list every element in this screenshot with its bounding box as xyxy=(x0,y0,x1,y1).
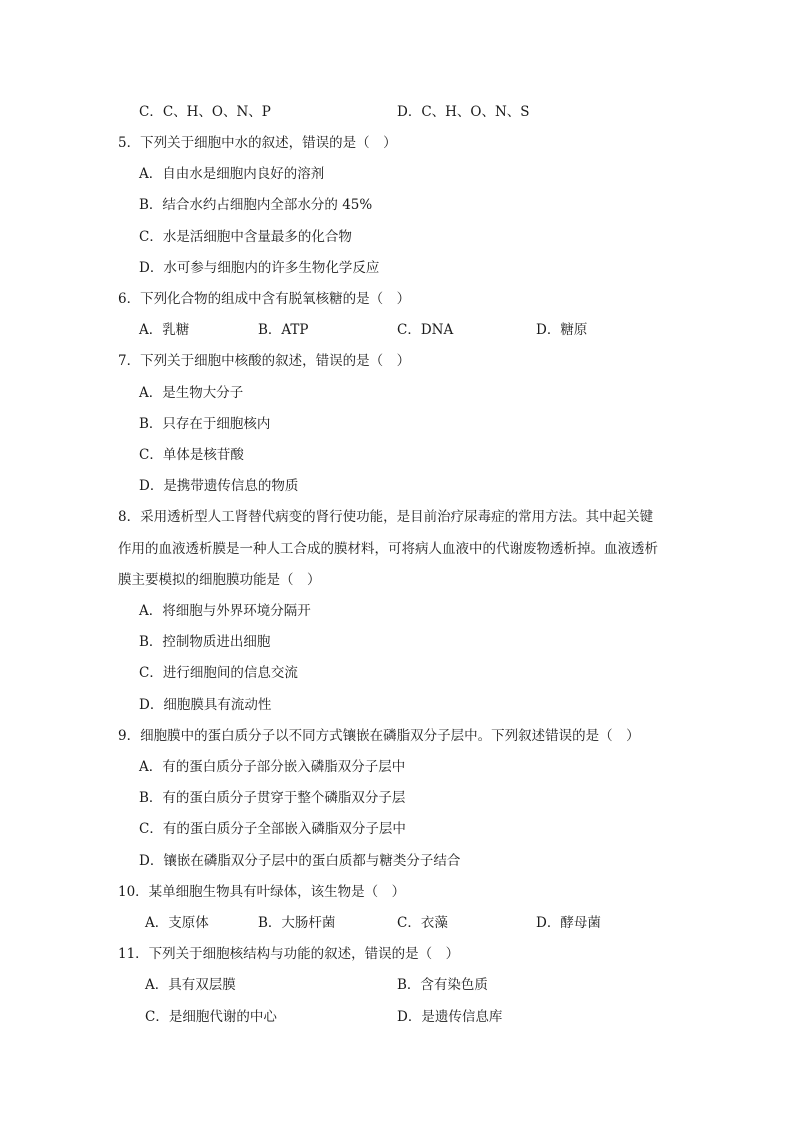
q10-option-b: B．大肠杆菌 xyxy=(258,915,336,931)
q11-option-b: B．含有染色质 xyxy=(397,977,488,993)
q9-stem: 9．细胞膜中的蛋白质分子以不同方式镶嵌在磷脂双分子层中。下列叙述错误的是（ ） xyxy=(118,728,640,744)
q11-option-d: D．是遗传信息库 xyxy=(397,1009,503,1025)
q5-option-b: B．结合水约占细胞内全部水分的 45% xyxy=(139,197,373,213)
q7-option-d: D．是携带遗传信息的物质 xyxy=(139,478,299,494)
q6-stem: 6．下列化合物的组成中含有脱氧核糖的是（ ） xyxy=(118,291,411,307)
q7-option-b: B．只存在于细胞核内 xyxy=(139,416,271,432)
q10-option-d: D．酵母菌 xyxy=(536,915,601,931)
q11-option-c: C．是细胞代谢的中心 xyxy=(145,1009,277,1025)
q7-option-a: A．是生物大分子 xyxy=(139,385,244,401)
q9-option-d: D．镶嵌在磷脂双分子层中的蛋白质都与糖类分子结合 xyxy=(139,853,461,869)
q6-option-d: D．糖原 xyxy=(536,322,588,338)
q8-option-d: D．细胞膜具有流动性 xyxy=(139,697,272,713)
q11-option-a: A．具有双层膜 xyxy=(145,977,236,993)
q10-option-c: C．衣藻 xyxy=(397,915,448,931)
q6-option-b: B．ATP xyxy=(258,322,309,338)
q6-option-a: A．乳糖 xyxy=(139,322,190,338)
q10-stem: 10．某单细胞生物具有叶绿体，该生物是（ ） xyxy=(118,884,406,900)
q8-option-b: B．控制物质进出细胞 xyxy=(139,634,271,650)
q9-option-b: B．有的蛋白质分子贯穿于整个磷脂双分子层 xyxy=(139,790,406,806)
q8-option-c: C．进行细胞间的信息交流 xyxy=(139,665,298,681)
q8-stem-line-2: 作用的血液透析膜是一种人工合成的膜材料，可将病人血液中的代谢废物透析掉。血液透析 xyxy=(118,541,658,557)
q8-stem-line-1: 8．采用透析型人工肾替代病变的肾行使功能，是目前治疗尿毒症的常用方法。其中起关键 xyxy=(118,509,654,525)
q5-option-a: A．自由水是细胞内良好的溶剂 xyxy=(139,166,325,182)
q11-stem: 11．下列关于细胞核结构与功能的叙述，错误的是（ ） xyxy=(118,946,460,962)
q5-option-c: C．水是活细胞中含量最多的化合物 xyxy=(139,229,352,245)
q9-option-a: A．有的蛋白质分子部分嵌入磷脂双分子层中 xyxy=(139,759,406,775)
q10-option-a: A．支原体 xyxy=(145,915,209,931)
q4-option-d: D．C、H、O、N、S xyxy=(397,104,530,120)
q7-stem: 7．下列关于细胞中核酸的叙述，错误的是（ ） xyxy=(118,353,411,369)
q9-option-c: C．有的蛋白质分子全部嵌入磷脂双分子层中 xyxy=(139,821,406,837)
q8-option-a: A．将细胞与外界环境分隔开 xyxy=(139,603,311,619)
q5-option-d: D．水可参与细胞内的许多生物化学反应 xyxy=(139,260,380,276)
q8-stem-line-3: 膜主要模拟的细胞膜功能是（ ） xyxy=(118,572,321,588)
q7-option-c: C．单体是核苷酸 xyxy=(139,447,244,463)
q4-option-c: C．C、H、O、N、P xyxy=(139,104,271,120)
q6-option-c: C．DNA xyxy=(397,322,454,338)
q5-stem: 5．下列关于细胞中水的叙述，错误的是（ ） xyxy=(118,135,397,151)
